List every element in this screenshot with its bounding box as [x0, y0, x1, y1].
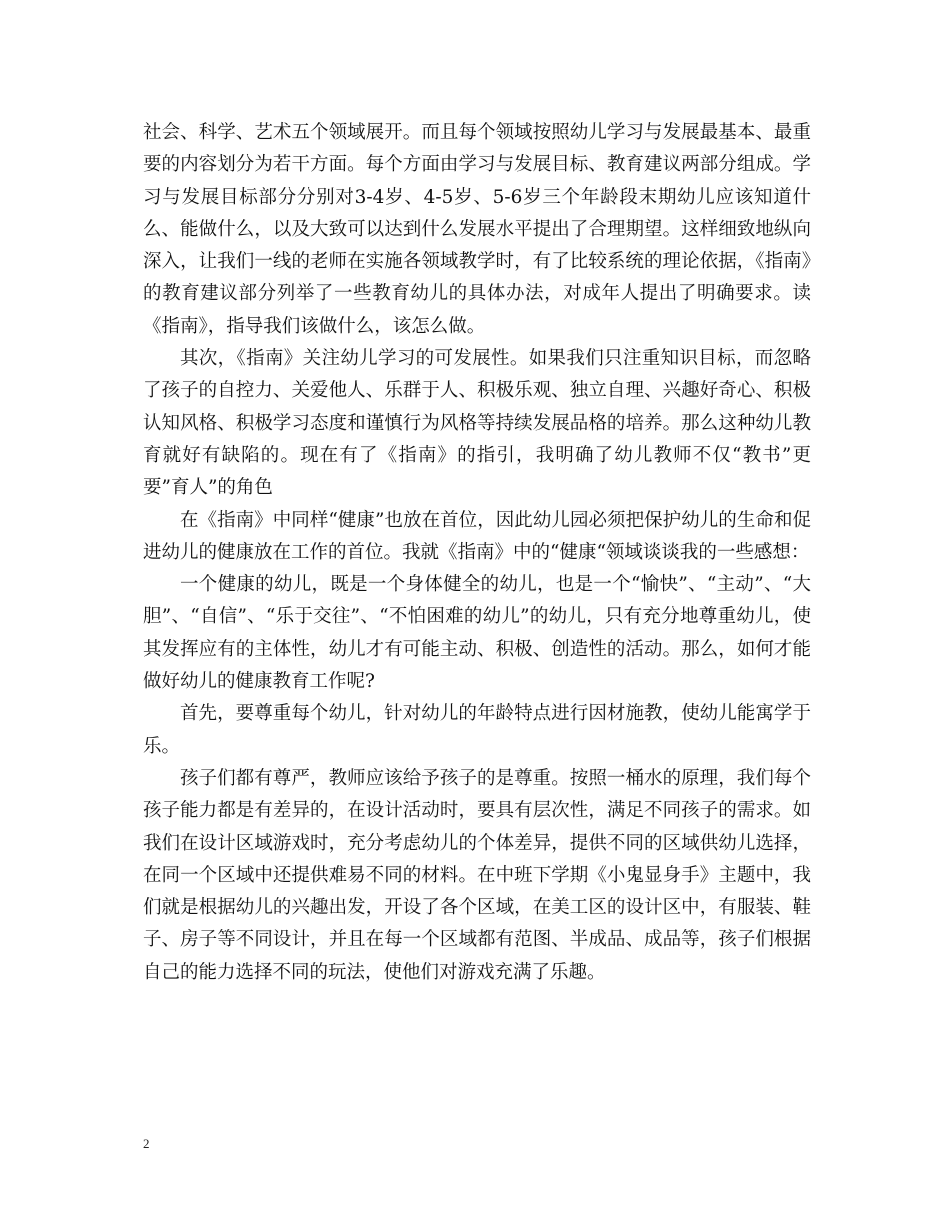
page-number: 2	[143, 1136, 150, 1151]
paragraph-5: 首先，要尊重每个幼儿，针对幼儿的年龄特点进行因材施教，使幼儿能寓学于乐。	[143, 703, 811, 757]
paragraph-3: 在《指南》中同样“健康”也放在首位，因此幼儿园必须把保护幼儿的生命和促进幼儿的健康放在工作的首位。我就《指南》中的“健康“领域谈谈我的一些感想：	[143, 509, 811, 563]
paragraph-4: 一个健康的幼儿，既是一个身体健全的幼儿，也是一个“愉快”、“主动”、“大胆”、“自信”、“乐于交往”、“不怕困难的幼儿”的幼儿，只有充分地尊重幼儿，使其发挥应有的主体性，幼儿才有可能主动、积极、创造性的活动。那么，如何才能做好幼儿的健康教育工作呢?	[143, 574, 811, 693]
paragraph-1: 社会、科学、艺术五个领域展开。而且每个领域按照幼儿学习与发展最基本、最重要的内容划分为若干方面。每个方面由学习与发展目标、教育建议两部分组成。学习与发展目标部分分别对3-4岁、4-5岁、5-6岁三个年龄段末期幼儿应该知道什么、能做什么，以及大致可以达到什么发展水平提出了合理期望。这样细致地纵向深入，让我们一线的老师在实施各领域教学时，有了比较系统的理论依据，《指南》的教育建议部分列举了一些教育幼儿的具体办法，对成年人提出了明确要求。读《指南》，指导我们该做什么，该怎么做。	[143, 122, 811, 337]
document-body	[143, 117, 811, 989]
paragraph-6: 孩子们都有尊严，教师应该给予孩子的是尊重。按照一桶水的原理，我们每个孩子能力都是有差异的，在设计活动时，要具有层次性，满足不同孩子的需求。如我们在设计区域游戏时，充分考虑幼儿的个体差异，提供不同的区域供幼儿选择，在同一个区域中还提供难易不同的材料。在中班下学期《小鬼显身手》主题中，我们就是根据幼儿的兴趣出发，开设了各个区域，在美工区的设计区中，有服装、鞋子、房子等不同设计，并且在每一个区域都有范图、半成品、成品等，孩子们根据自己的能力选择不同的玩法，使他们对游戏充满了乐趣。	[143, 767, 811, 983]
paragraph-2: 其次，《指南》关注幼儿学习的可发展性。如果我们只注重知识目标，而忽略了孩子的自控力、关爱他人、乐群于人、积极乐观、独立自理、兴趣好奇心、积极认知风格、积极学习态度和谨慎行为风格等持续发展品格的培养。那么这种幼儿教育就好有缺陷的。现在有了《指南》的指引，我明确了幼儿教师不仅“教书”更要”育人”的角色	[143, 348, 811, 499]
